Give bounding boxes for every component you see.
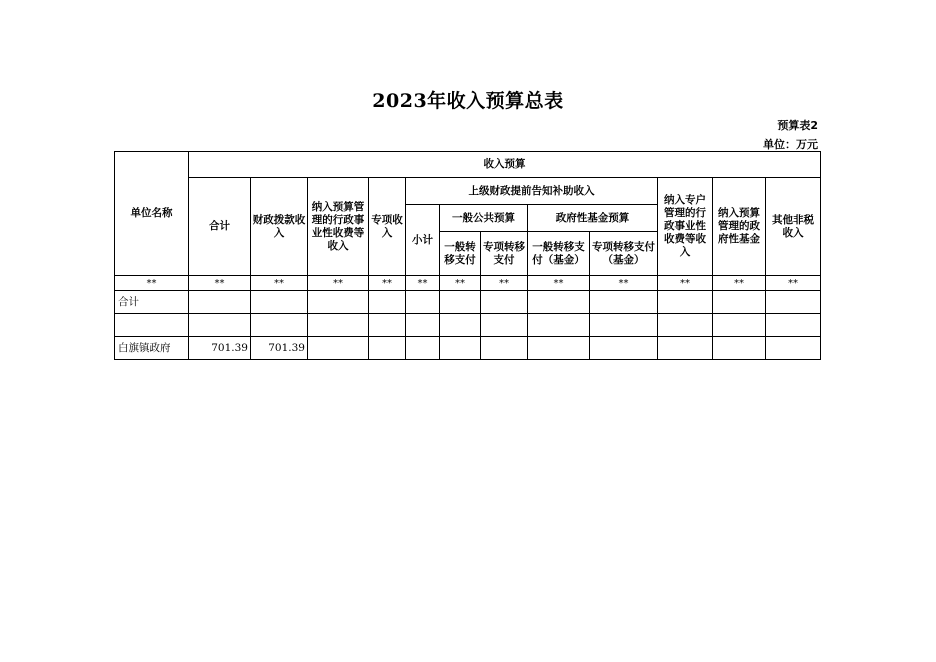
header-subtotal: 小计: [406, 205, 440, 276]
row-total: [189, 291, 251, 314]
marker-cell: **: [528, 276, 590, 291]
page-title: 2023年收入预算总表: [372, 90, 564, 112]
marker-cell: **: [406, 276, 440, 291]
header-special-income: 专项收入: [369, 178, 406, 276]
row-name: 合计: [115, 291, 189, 314]
header-superior-transfer: 上级财政提前告知补助收入: [406, 178, 658, 205]
marker-cell: **: [115, 276, 189, 291]
header-total: 合计: [189, 178, 251, 276]
marker-cell: **: [440, 276, 481, 291]
marker-cell: **: [713, 276, 766, 291]
row-total: [189, 314, 251, 337]
row-name: [115, 314, 189, 337]
marker-cell: **: [590, 276, 658, 291]
header-income-budget: 收入预算: [189, 152, 821, 178]
table-row: [115, 314, 821, 337]
header-admin-fees: 纳入预算管理的行政事业性收费等收入: [308, 178, 369, 276]
form-number: 预算表2: [777, 119, 818, 132]
header-other-nontax: 其他非税收入: [766, 178, 821, 276]
table-row: [115, 291, 821, 314]
header-general-public-budget: 一般公共预算: [440, 205, 528, 232]
marker-cell: **: [481, 276, 528, 291]
header-fund-general-transfer: 一般转移支付（基金）: [528, 232, 590, 276]
header-fiscal-appropriation: 财政拨款收入: [251, 178, 308, 276]
marker-cell: **: [766, 276, 821, 291]
marker-cell: **: [189, 276, 251, 291]
marker-cell: **: [308, 276, 369, 291]
unit-label: 单位：万元: [763, 138, 818, 151]
header-gov-fund: 纳入预算管理的政府性基金: [713, 178, 766, 276]
income-budget-table: [114, 151, 821, 360]
header-special-account-fees: 纳入专户管理的行政事业性收费等收入: [658, 178, 713, 276]
marker-cell: **: [658, 276, 713, 291]
marker-cell: **: [369, 276, 406, 291]
row-total: 701.39: [189, 337, 251, 360]
marker-row: [115, 276, 821, 291]
header-special-transfer: 专项转移支付: [481, 232, 528, 276]
row-fiscal: [251, 291, 308, 314]
header-unit-name: 单位名称: [115, 152, 189, 276]
row-fiscal: 701.39: [251, 337, 308, 360]
row-fiscal: [251, 314, 308, 337]
table-row: [115, 337, 821, 360]
header-general-transfer: 一般转移支付: [440, 232, 481, 276]
header-gov-fund-budget: 政府性基金预算: [528, 205, 658, 232]
row-name: 白旗镇政府: [115, 337, 189, 360]
marker-cell: **: [251, 276, 308, 291]
header-fund-special-transfer: 专项转移支付（基金）: [590, 232, 658, 276]
